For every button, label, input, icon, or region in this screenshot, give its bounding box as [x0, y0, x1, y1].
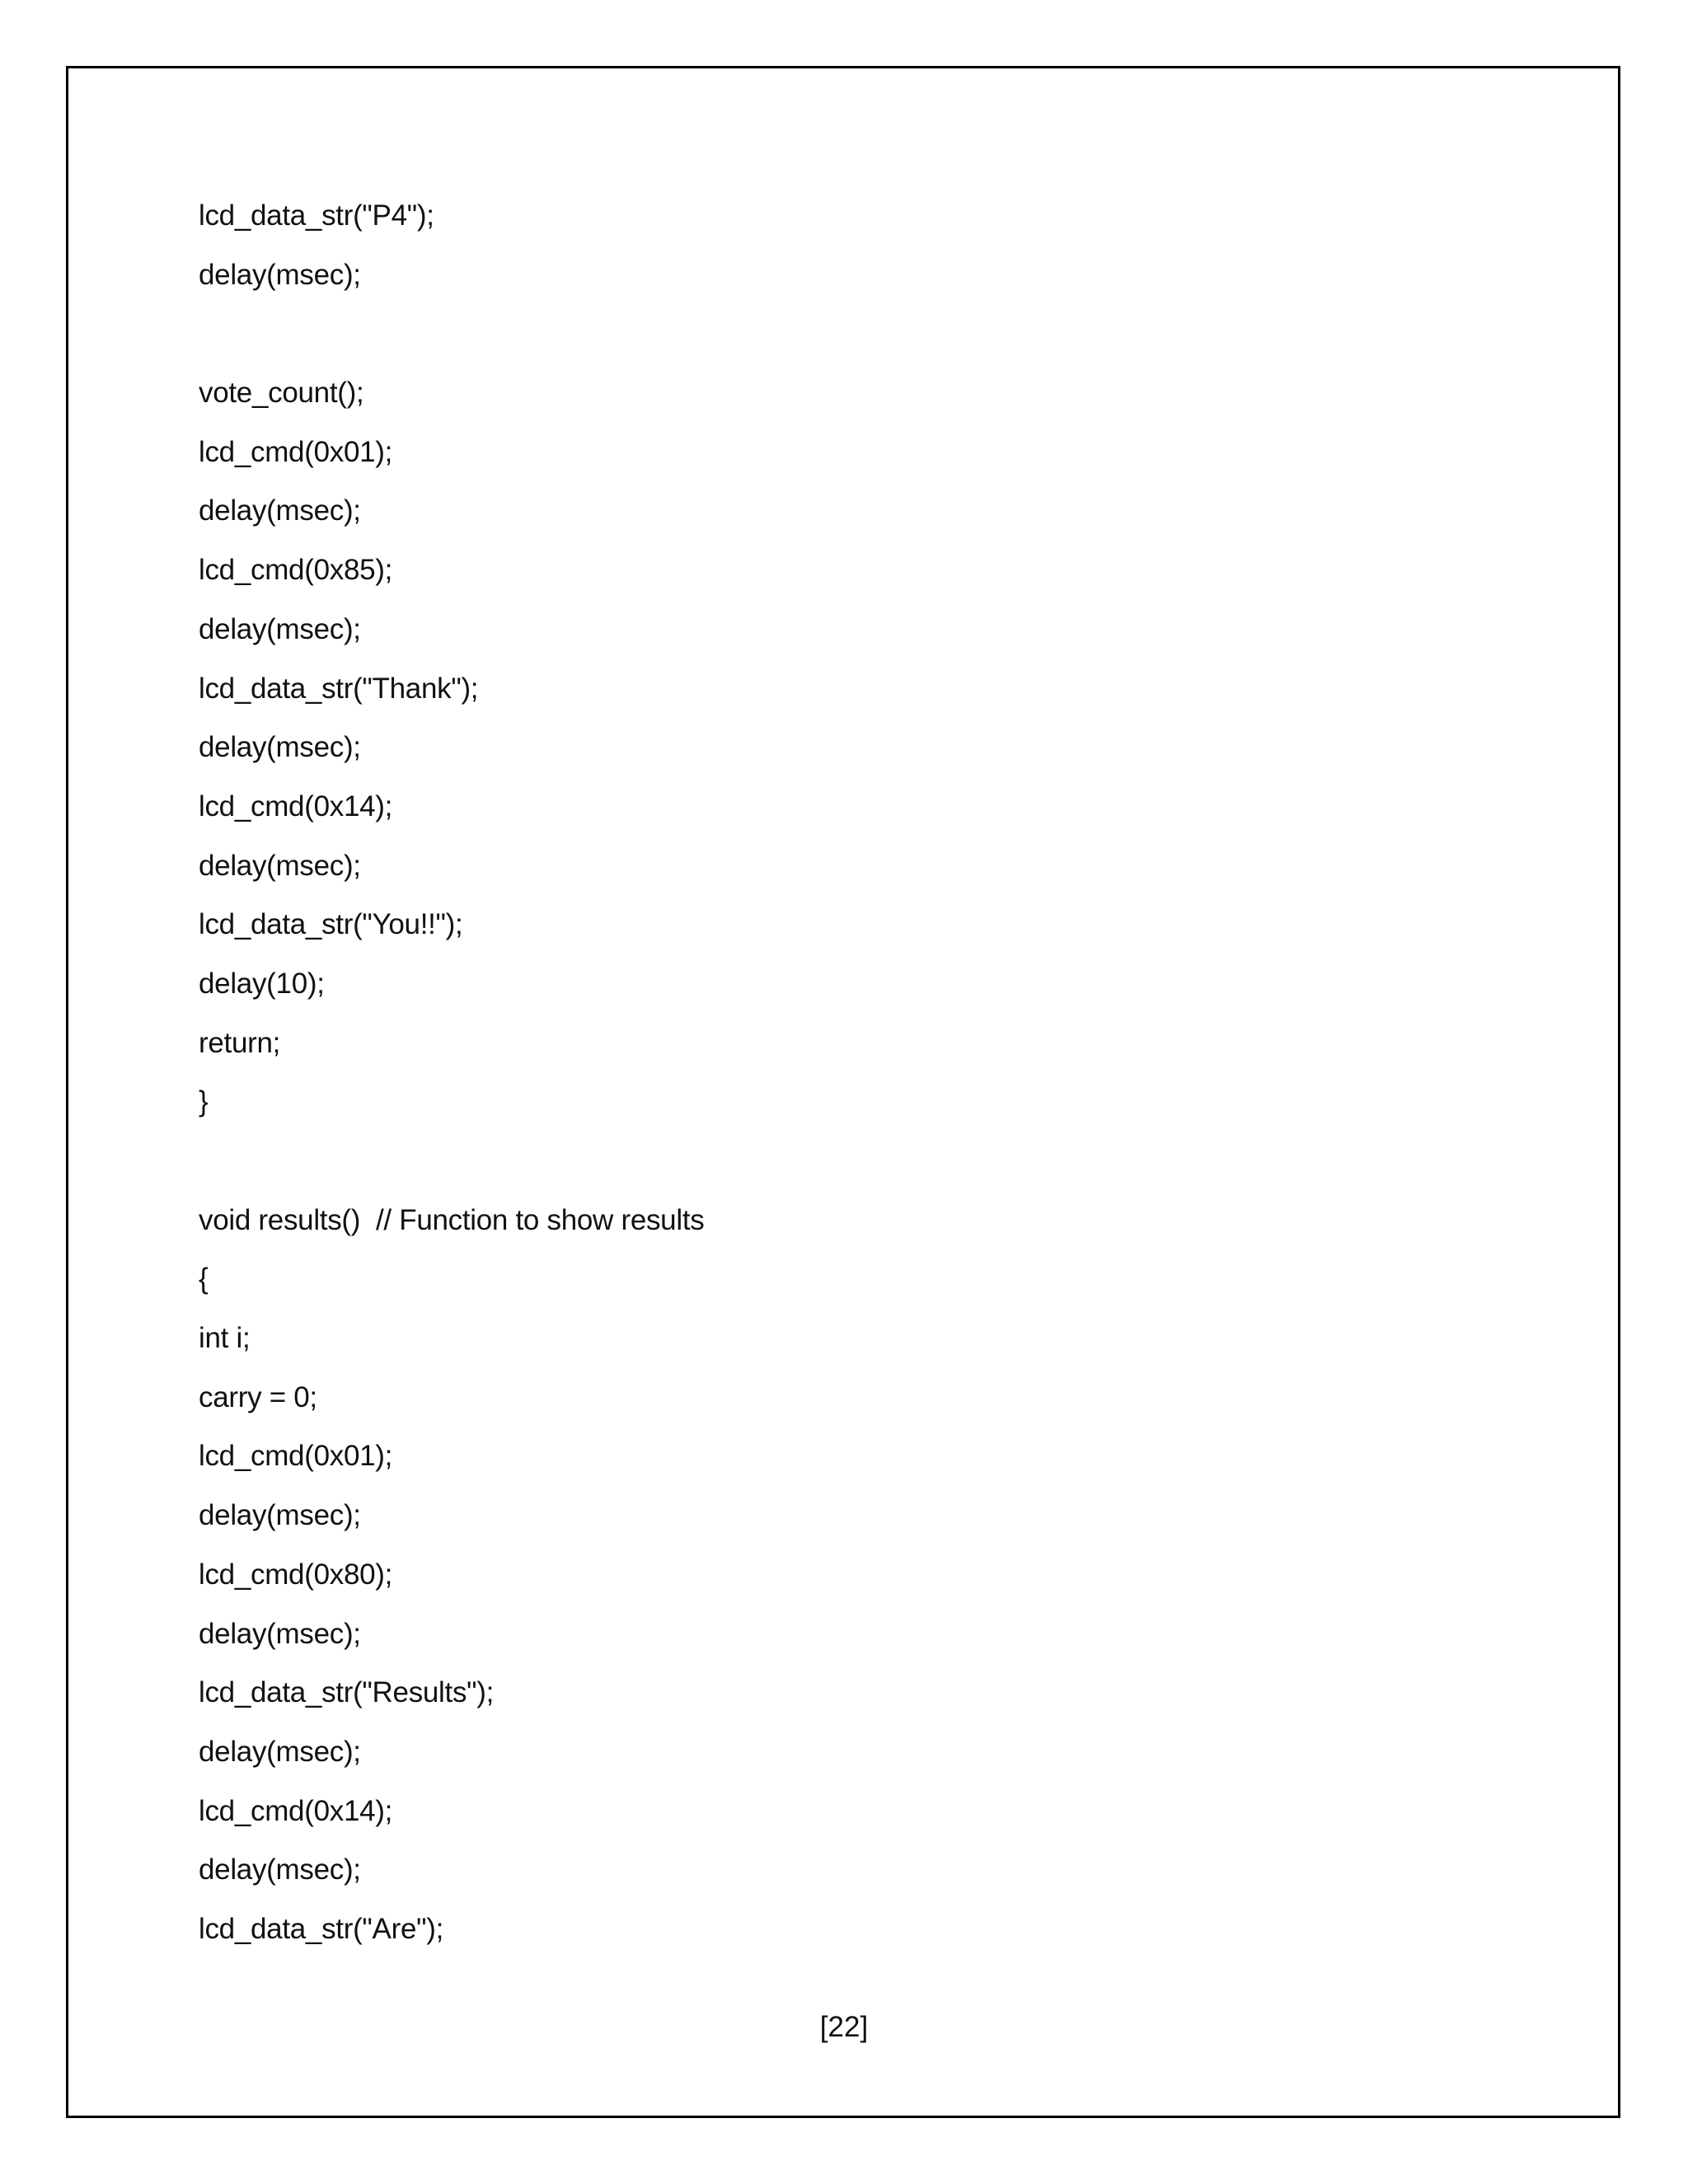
code-line: lcd_cmd(0x85); [199, 554, 393, 587]
code-line: lcd_cmd(0x01); [199, 435, 393, 468]
code-line: delay(msec); [199, 494, 361, 527]
code-line: lcd_data_str("Results"); [199, 1676, 495, 1709]
code-line: delay(msec); [199, 1735, 361, 1768]
code-line: lcd_data_str("You!!"); [199, 908, 463, 941]
code-line: lcd_data_str("P4"); [199, 199, 434, 232]
blank-line [199, 304, 1517, 363]
code-line: lcd_cmd(0x80); [199, 1558, 393, 1591]
code-line: delay(msec); [199, 1854, 361, 1886]
code-line: delay(msec); [199, 731, 361, 764]
code-listing [199, 186, 1517, 1959]
code-line: lcd_cmd(0x01); [199, 1440, 393, 1473]
code-line: lcd_data_str("Are"); [199, 1912, 444, 1945]
code-line: return; [199, 1026, 281, 1059]
code-line: delay(msec); [199, 1617, 361, 1650]
code-line: lcd_cmd(0x14); [199, 1794, 393, 1827]
code-line: int i; [199, 1322, 251, 1355]
code-line: delay(msec); [199, 258, 361, 291]
code-line: { [199, 1263, 209, 1296]
blank-line [199, 1132, 1517, 1191]
code-line: carry = 0; [199, 1380, 317, 1413]
page-number: [22] [819, 2011, 869, 2043]
code-line: vote_count(); [199, 377, 364, 410]
code-line: } [199, 1085, 209, 1118]
code-line: delay(msec); [199, 612, 361, 645]
code-line: delay(msec); [199, 849, 361, 882]
code-line: delay(msec); [199, 1499, 361, 1532]
code-line-function-header: void results() // Function to show results [199, 1203, 705, 1236]
code-line: lcd_cmd(0x14); [199, 790, 393, 823]
code-line: lcd_data_str("Thank"); [199, 672, 479, 705]
code-line: delay(10); [199, 967, 325, 1000]
